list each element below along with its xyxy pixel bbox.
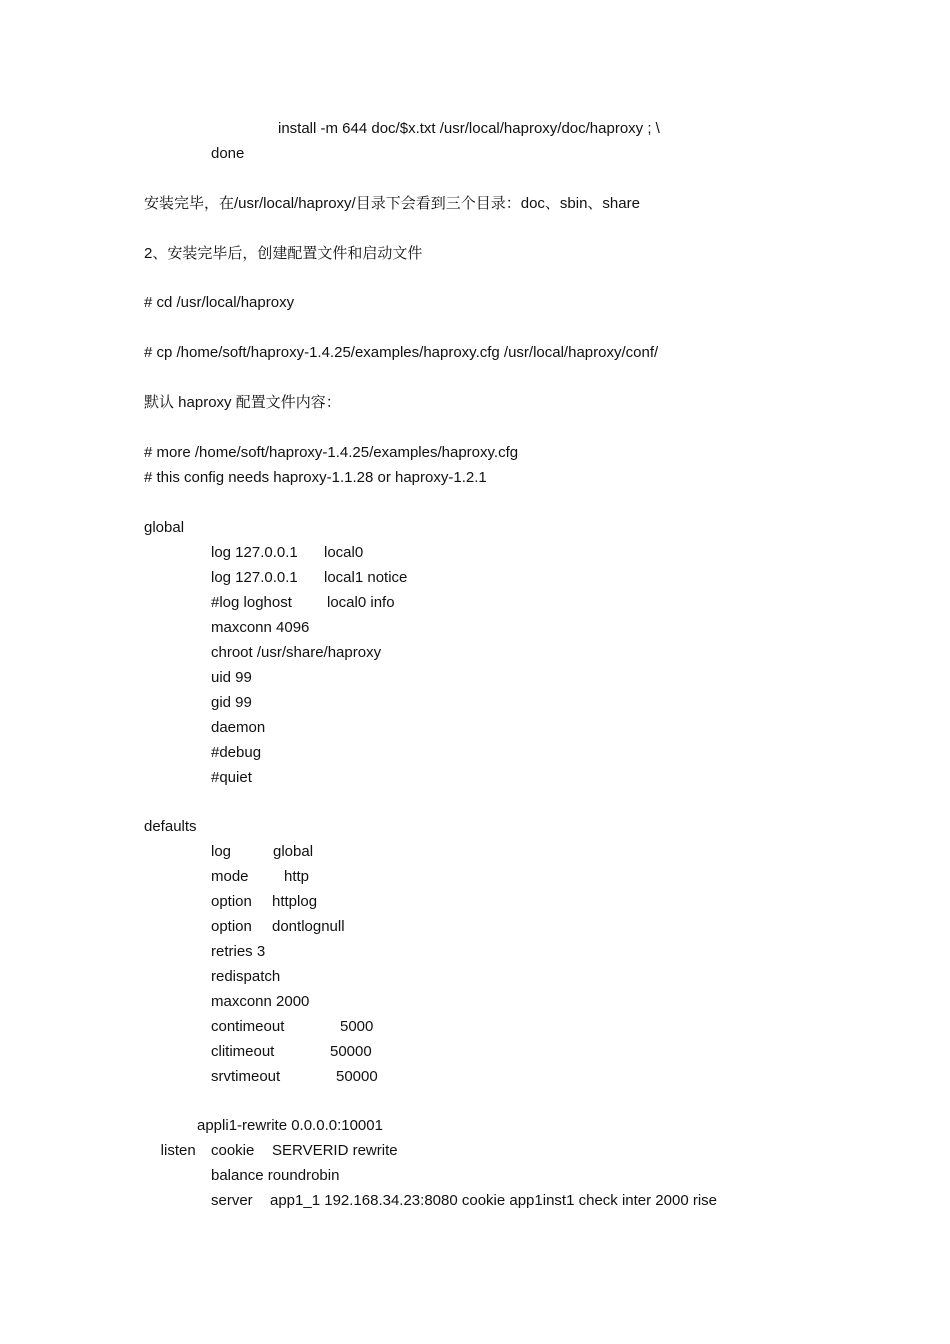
install-complete-paragraph: 安装完毕，在/usr/local/haproxy/目录下会看到三个目录：doc、sbin、share xyxy=(144,195,640,212)
config-key: srvtimeout xyxy=(211,1068,281,1085)
listen-keyword: listen xyxy=(160,1142,196,1159)
global-quiet-line: #quiet xyxy=(211,769,252,786)
config-value: 50000 xyxy=(336,1068,378,1085)
config-key: option xyxy=(211,893,252,910)
global-chroot-line: chroot /usr/share/haproxy xyxy=(211,644,382,661)
config-value: dontlognull xyxy=(272,918,345,935)
config-value: local1 notice xyxy=(324,569,408,586)
global-log2-row xyxy=(211,565,408,590)
global-log1-row xyxy=(211,540,364,565)
defaults-srvtimeout-row xyxy=(211,1064,378,1089)
config-value: local0 xyxy=(324,544,364,561)
defaults-option2-row xyxy=(211,914,345,939)
config-value: httplog xyxy=(272,893,318,910)
config-value: SERVERID rewrite xyxy=(272,1142,398,1159)
defaults-clitimeout-row xyxy=(211,1039,372,1064)
config-key: log xyxy=(211,843,232,860)
listen-cookie-row xyxy=(211,1138,398,1163)
cd-command-line: # cd /usr/local/haproxy xyxy=(144,294,295,311)
global-debug-line: #debug xyxy=(211,744,262,761)
global-daemon-line: daemon xyxy=(211,719,266,736)
global-section-header: global xyxy=(144,519,185,536)
cp-command-line: # cp /home/soft/haproxy-1.4.25/examples/haproxy.cfg /usr/local/haproxy/conf/ xyxy=(144,344,659,361)
config-value: 5000 xyxy=(340,1018,374,1035)
defaults-log-row xyxy=(211,839,314,864)
config-key: contimeout xyxy=(211,1018,285,1035)
defaults-mode-row xyxy=(211,864,310,889)
global-maxconn-line: maxconn 4096 xyxy=(211,619,310,636)
global-uid-line: uid 99 xyxy=(211,669,252,686)
defaults-section-header: defaults xyxy=(144,818,197,835)
config-key: option xyxy=(211,918,252,935)
listen-name-value: appli1-rewrite 0.0.0.0:10001 xyxy=(197,1117,383,1134)
config-value: global xyxy=(273,843,314,860)
listen-balance-line: balance roundrobin xyxy=(211,1167,340,1184)
defaults-option1-row xyxy=(211,889,318,914)
config-value: app1_1 192.168.34.23:8080 cookie app1inst1 check inter 2000 rise xyxy=(270,1192,718,1209)
defaults-retries-line: retries 3 xyxy=(211,943,266,960)
config-key: log 127.0.0.1 xyxy=(211,569,298,586)
listen-section-header xyxy=(144,1113,196,1159)
config-key: cookie xyxy=(211,1142,255,1159)
listen-server-row xyxy=(211,1188,718,1213)
config-comment-line: # this config needs haproxy-1.1.28 or haproxy-1.2.1 xyxy=(144,469,487,486)
step-2-heading: 2、安装完毕后，创建配置文件和启动文件 xyxy=(144,245,423,262)
config-key: server xyxy=(211,1192,253,1209)
global-gid-line: gid 99 xyxy=(211,694,252,711)
config-value: local0 info xyxy=(327,594,395,611)
defaults-contimeout-row xyxy=(211,1014,374,1039)
done-line: done xyxy=(211,145,245,162)
config-value: http xyxy=(284,868,310,885)
global-log3-row xyxy=(211,590,395,615)
defaults-redispatch-line: redispatch xyxy=(211,968,281,985)
config-key: clitimeout xyxy=(211,1043,275,1060)
config-key: log 127.0.0.1 xyxy=(211,544,298,561)
defaults-maxconn-line: maxconn 2000 xyxy=(211,993,310,1010)
config-key: #log loghost xyxy=(211,594,292,611)
install-command-line: install -m 644 doc/$x.txt /usr/local/haproxy/doc/haproxy ; \ xyxy=(278,120,660,137)
config-value: 50000 xyxy=(330,1043,372,1060)
default-content-label: 默认 haproxy 配置文件内容： xyxy=(144,394,341,411)
more-command-line: # more /home/soft/haproxy-1.4.25/examples/haproxy.cfg xyxy=(144,444,519,461)
config-key: mode xyxy=(211,868,249,885)
